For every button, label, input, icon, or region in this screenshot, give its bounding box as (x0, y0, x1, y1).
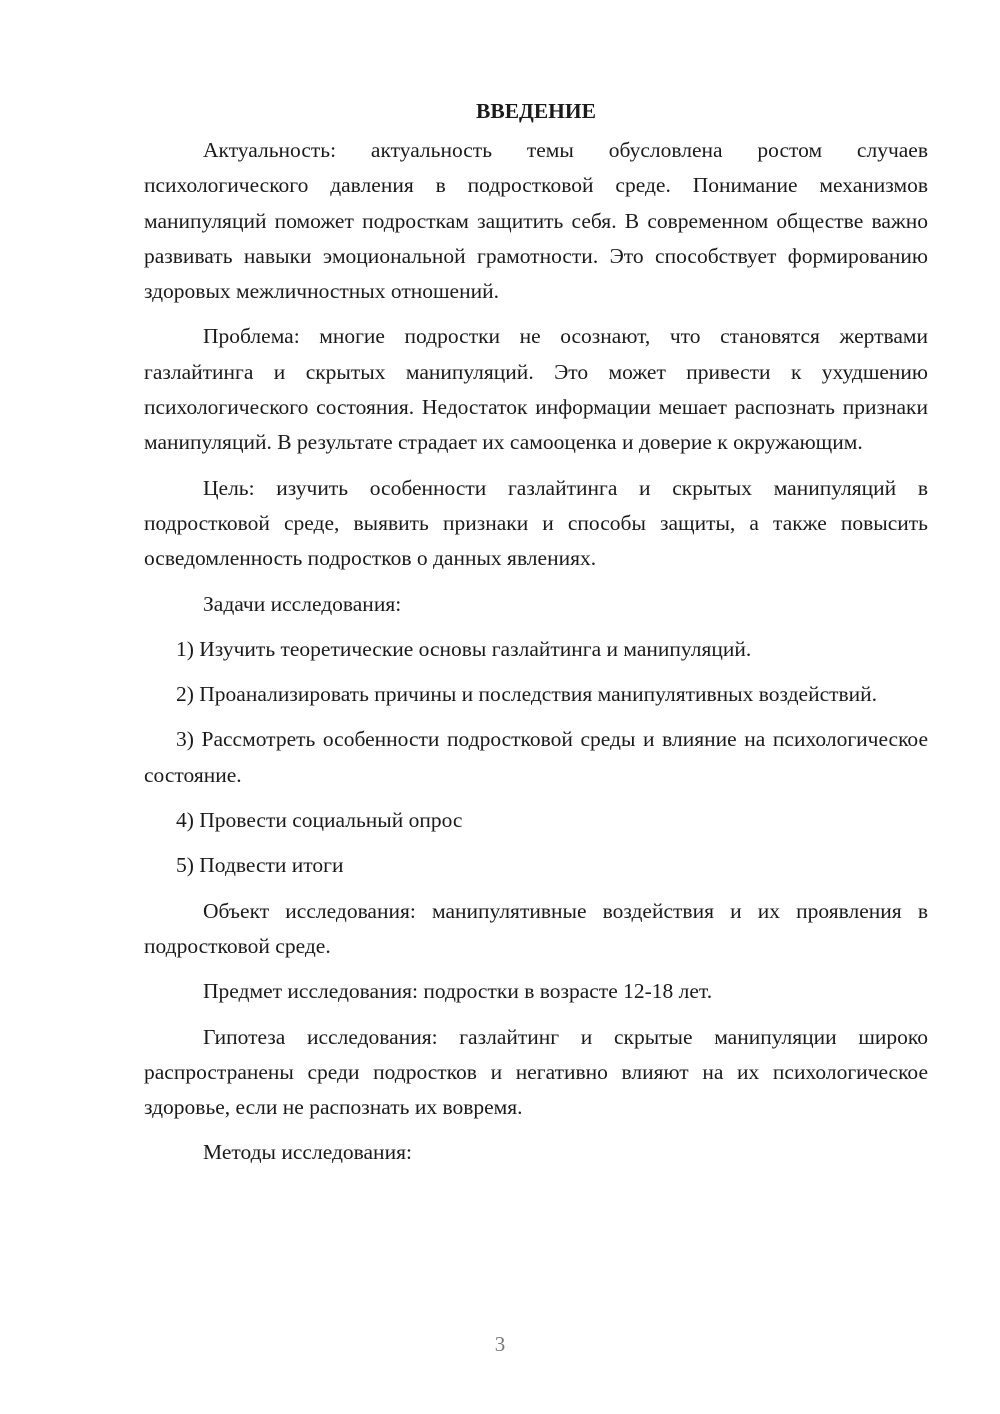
task-item: 2) Проанализировать причины и последствия манипулятивных воздействий. (176, 682, 878, 707)
task-item: 3) Рассмотреть особенности подростковой среды и влияние на психологическое состояние. (144, 727, 928, 787)
page-number: 3 (494, 1332, 506, 1356)
document-page (144, 94, 928, 1181)
task-item: 5) Подвести итоги (176, 853, 344, 878)
object-paragraph: Объект исследования: манипулятивные воздействия и их проявления в подростковой среде. (144, 898, 928, 958)
tasks-heading: Задачи исследования: (203, 591, 402, 616)
section-title: ВВЕДЕНИЕ (476, 99, 596, 123)
hypothesis-paragraph: Гипотеза исследования: газлайтинг и скрытые манипуляции широко распространены среди подростков и негативно влияют на их психологическое здоровье, если не распознать их вовремя. (144, 1024, 928, 1120)
methods-heading: Методы исследования: (203, 1140, 412, 1165)
subject-paragraph: Предмет исследования: подростки в возрасте 12-18 лет. (203, 979, 713, 1004)
relevance-paragraph: Актуальность: актуальность темы обусловлена ростом случаев психологического давления в подростковой среде. Понимание механизмов манипуляций поможет подросткам защитить себя. В современном обществе важно развивать навыки эмоциональной грамотности. Это способствует формированию здоровых межличностных отношений. (144, 138, 928, 304)
task-item: 4) Провести социальный опрос (176, 808, 463, 833)
task-item: 1) Изучить теоретические основы газлайтинга и манипуляций. (176, 636, 752, 661)
goal-paragraph: Цель: изучить особенности газлайтинга и скрытых манипуляций в подростковой среде, выявить признаки и способы защиты, а также повысить осведомленность подростков о данных явлениях. (144, 475, 928, 571)
problem-paragraph: Проблема: многие подростки не осознают, что становятся жертвами газлайтинга и скрытых манипуляций. Это может привести к ухудшению психологического состояния. Недостаток информации мешает распознать признаки манипуляций. В результате страдает их самооценка и доверие к окружающим. (144, 324, 928, 455)
